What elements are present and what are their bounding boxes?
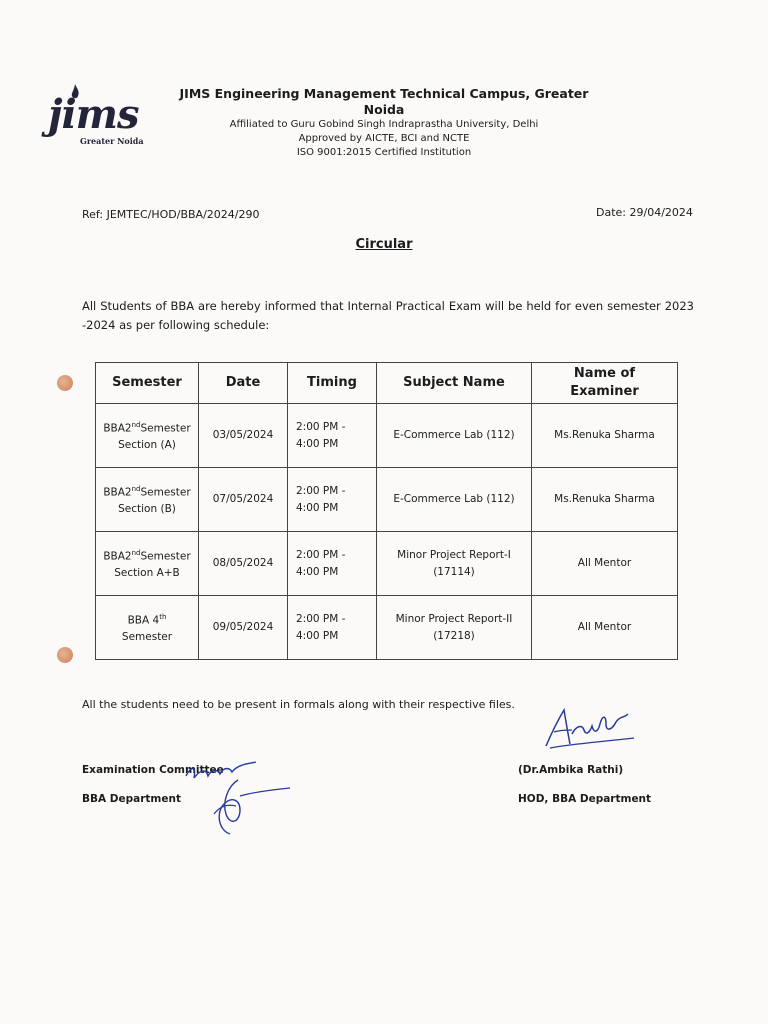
- date-cell: 03/05/2024: [199, 404, 288, 468]
- column-header: Subject Name: [377, 363, 532, 404]
- table-row: [96, 468, 678, 532]
- reference-number: Ref: JEMTEC/HOD/BBA/2024/290: [82, 208, 260, 221]
- column-header: Semester: [96, 363, 199, 404]
- handwritten-signature-right: [540, 702, 640, 752]
- examiner-cell: All Mentor: [532, 596, 678, 660]
- subject-cell: E-Commerce Lab (112): [377, 468, 532, 532]
- certification-line: ISO 9001:2015 Certified Institution: [296, 147, 472, 158]
- table-row: [96, 596, 678, 660]
- semester-cell: BBA2ndSemester Section (B): [96, 468, 199, 532]
- letterhead: [160, 86, 608, 160]
- logo-wordmark: jims: [48, 91, 139, 138]
- punch-hole: [57, 647, 73, 663]
- punch-hole: [57, 375, 73, 391]
- timing-cell: 2:00 PM - 4:00 PM: [288, 596, 377, 660]
- exam-schedule-table: [95, 362, 678, 660]
- subject-cell: Minor Project Report-II (17218): [377, 596, 532, 660]
- logo-subtitle: Greater Noida: [80, 136, 144, 146]
- timing-cell: 2:00 PM - 4:00 PM: [288, 468, 377, 532]
- handwritten-signature-left: [178, 756, 298, 840]
- subject-cell: E-Commerce Lab (112): [377, 404, 532, 468]
- right-signatory: [518, 756, 651, 814]
- page-title: Circular: [355, 237, 413, 252]
- intro-paragraph: All Students of BBA are hereby informed that Internal Practical Exam will be held for even semester 2023 -2024 as per following schedule:: [82, 299, 694, 332]
- examiner-cell: All Mentor: [532, 532, 678, 596]
- semester-cell: BBA2ndSemester Section A+B: [96, 532, 199, 596]
- subject-cell: Minor Project Report-I (17114): [377, 532, 532, 596]
- signatory-title: HOD, BBA Department: [518, 793, 652, 805]
- semester-cell: BBA2ndSemester Section (A): [96, 404, 199, 468]
- date-cell: 08/05/2024: [199, 532, 288, 596]
- table-row: [96, 532, 678, 596]
- examiner-cell: Ms.Renuka Sharma: [532, 468, 678, 532]
- column-header: Date: [199, 363, 288, 404]
- signatory-line: Examination Committee: [82, 764, 224, 776]
- timing-cell: 2:00 PM - 4:00 PM: [288, 532, 377, 596]
- institution-logo: [48, 86, 158, 150]
- examiner-cell: Ms.Renuka Sharma: [532, 404, 678, 468]
- approval-line: Approved by AICTE, BCI and NCTE: [298, 133, 470, 144]
- footer-note: All the students need to be present in formals along with their respective files.: [82, 698, 515, 711]
- date-cell: 07/05/2024: [199, 468, 288, 532]
- table-header-row: [96, 363, 678, 404]
- institution-name: JIMS Engineering Management Technical Campus, Greater Noida: [179, 86, 589, 117]
- date-cell: 09/05/2024: [199, 596, 288, 660]
- column-header: Timing: [288, 363, 377, 404]
- table-row: [96, 404, 678, 468]
- circular-date: Date: 29/04/2024: [596, 206, 693, 219]
- affiliation-line: Affiliated to Guru Gobind Singh Indraprastha University, Delhi: [229, 119, 539, 130]
- timing-cell: 2:00 PM - 4:00 PM: [288, 404, 377, 468]
- signatory-name: (Dr.Ambika Rathi): [518, 764, 624, 776]
- signatory-line: BBA Department: [82, 793, 181, 805]
- semester-cell: BBA 4th Semester: [96, 596, 199, 660]
- column-header: Name of Examiner: [532, 363, 678, 404]
